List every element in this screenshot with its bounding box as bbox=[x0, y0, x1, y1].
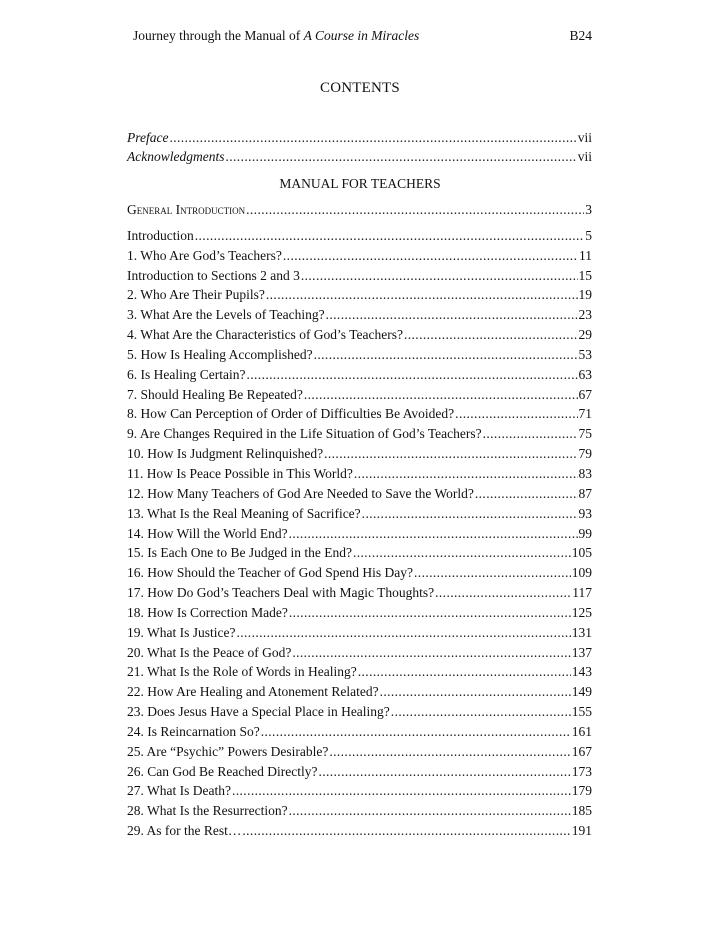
toc-entry[interactable] bbox=[127, 426, 592, 446]
toc-entry-title: 23. Does Jesus Have a Special Place in Healing? bbox=[127, 704, 390, 720]
toc-entry-title: 13. What Is the Real Meaning of Sacrifice? bbox=[127, 505, 361, 521]
toc-entry-title: 3. What Are the Levels of Teaching? bbox=[127, 307, 325, 323]
toc-entry-title: 18. How Is Correction Made? bbox=[127, 604, 288, 620]
toc-entry-page: 105 bbox=[571, 545, 592, 561]
toc-entry-title: 24. Is Reincarnation So? bbox=[127, 723, 260, 739]
dot-leader bbox=[314, 347, 578, 363]
toc-entry[interactable] bbox=[127, 625, 592, 645]
dot-leader bbox=[292, 645, 570, 661]
toc-entry[interactable] bbox=[127, 744, 592, 764]
toc-entry-page: 87 bbox=[578, 485, 592, 501]
dot-leader bbox=[380, 684, 571, 700]
dot-leader bbox=[391, 704, 571, 720]
toc-entry-page: 143 bbox=[571, 664, 592, 680]
toc-entry-page: 131 bbox=[571, 624, 592, 640]
dot-leader bbox=[225, 149, 576, 165]
dot-leader bbox=[195, 228, 585, 244]
dot-leader bbox=[329, 744, 570, 760]
dot-leader bbox=[318, 764, 570, 780]
dot-leader bbox=[289, 526, 578, 542]
toc-entry[interactable] bbox=[127, 367, 592, 387]
toc-entry-page: 109 bbox=[571, 565, 592, 581]
toc-entry-page: 117 bbox=[572, 585, 592, 601]
toc-entry-title: 17. How Do God’s Teachers Deal with Magic Thoughts? bbox=[127, 585, 435, 601]
toc-entry-title: Preface bbox=[127, 130, 169, 145]
dot-leader bbox=[304, 387, 578, 403]
toc-entry-page: 179 bbox=[571, 783, 592, 799]
dot-leader bbox=[289, 605, 571, 621]
dot-leader bbox=[353, 545, 571, 561]
dot-leader bbox=[354, 466, 578, 482]
dot-leader bbox=[289, 803, 571, 819]
toc-entry[interactable] bbox=[127, 506, 592, 526]
dot-leader bbox=[246, 202, 584, 218]
toc-entry[interactable] bbox=[127, 565, 592, 585]
toc-entry-title: 25. Are “Psychic” Powers Desirable? bbox=[127, 743, 329, 759]
toc-entry[interactable] bbox=[127, 446, 592, 466]
toc-entry-title: 20. What Is the Peace of God? bbox=[127, 644, 292, 660]
toc-entry-page: 79 bbox=[578, 446, 592, 462]
toc-entry[interactable] bbox=[127, 803, 592, 823]
dot-leader bbox=[475, 486, 578, 502]
header-title-italic: A Course in Miracles bbox=[303, 28, 420, 43]
section-heading: MANUAL FOR TEACHERS bbox=[279, 176, 441, 191]
toc-entry-acknowledgments[interactable] bbox=[127, 149, 592, 168]
toc-entry[interactable] bbox=[127, 704, 592, 724]
toc-entry[interactable] bbox=[127, 823, 592, 843]
toc-entry-title: Acknowledgments bbox=[127, 149, 225, 164]
toc-entry[interactable] bbox=[127, 268, 592, 288]
toc-entry[interactable] bbox=[127, 664, 592, 684]
dot-leader bbox=[455, 406, 577, 422]
toc-entry[interactable] bbox=[127, 605, 592, 625]
toc-entry-title: 5. How Is Healing Accomplished? bbox=[127, 346, 313, 362]
dot-leader bbox=[242, 823, 570, 839]
toc-entry-page: vii bbox=[577, 130, 592, 145]
dot-leader bbox=[324, 446, 577, 462]
toc-entry[interactable] bbox=[127, 347, 592, 367]
toc-entry[interactable] bbox=[127, 585, 592, 605]
toc-entry[interactable] bbox=[127, 684, 592, 704]
toc-entry-title: 21. What Is the Role of Words in Healing? bbox=[127, 664, 357, 680]
toc-entry[interactable] bbox=[127, 645, 592, 665]
header-book-title bbox=[133, 28, 419, 44]
toc-entry-page: 53 bbox=[578, 346, 592, 362]
toc-entry-title: 29. As for the Rest… bbox=[127, 823, 242, 839]
toc-entry-page: 167 bbox=[571, 743, 592, 759]
toc-entry-title: 10. How Is Judgment Relinquished? bbox=[127, 446, 324, 462]
toc-entry-page: 155 bbox=[571, 704, 592, 720]
toc-entry-title: 19. What Is Justice? bbox=[127, 624, 236, 640]
dot-leader bbox=[362, 506, 578, 522]
toc-entry-page: 125 bbox=[571, 604, 592, 620]
toc-entry-page: 71 bbox=[578, 406, 592, 422]
toc-entry[interactable] bbox=[127, 545, 592, 565]
toc-entry[interactable] bbox=[127, 202, 592, 222]
toc-entry-title: 6. Is Healing Certain? bbox=[127, 366, 246, 382]
dot-leader bbox=[232, 783, 571, 799]
toc-entry-page: 19 bbox=[578, 287, 592, 303]
toc-entry-title: 1. Who Are God’s Teachers? bbox=[127, 247, 282, 263]
toc-entry[interactable] bbox=[127, 406, 592, 426]
toc-entry[interactable] bbox=[127, 486, 592, 506]
toc-entry[interactable] bbox=[127, 307, 592, 327]
dot-leader bbox=[301, 268, 578, 284]
toc-entry-page: 137 bbox=[571, 644, 592, 660]
toc-entry[interactable] bbox=[127, 287, 592, 307]
running-header bbox=[133, 28, 592, 46]
dot-leader bbox=[266, 287, 578, 303]
toc-entry-title: 27. What Is Death? bbox=[127, 783, 231, 799]
contents-title: CONTENTS bbox=[320, 80, 400, 96]
dot-leader bbox=[246, 367, 577, 383]
toc-entry-title: 28. What Is the Resurrection? bbox=[127, 803, 288, 819]
toc-entry-page: 161 bbox=[571, 723, 592, 739]
header-title-plain: Journey through the Manual of bbox=[133, 28, 304, 43]
toc-entry[interactable] bbox=[127, 228, 592, 248]
toc-entry-title: 2. Who Are Their Pupils? bbox=[127, 287, 265, 303]
toc-entry-title: 14. How Will the World End? bbox=[127, 525, 288, 541]
toc-entry-page: 75 bbox=[578, 426, 592, 442]
toc-entry-page: 29 bbox=[578, 327, 592, 343]
toc-entry-title: General Introduction bbox=[127, 202, 246, 217]
toc-entry-preface[interactable] bbox=[127, 130, 592, 149]
toc-entry-title: 4. What Are the Characteristics of God’s Teachers? bbox=[127, 327, 403, 343]
toc-entry-page: 15 bbox=[578, 267, 592, 283]
toc-entry-page: 173 bbox=[571, 763, 592, 779]
toc-entry[interactable] bbox=[127, 764, 592, 784]
toc-entry[interactable] bbox=[127, 466, 592, 486]
toc-entry-page: 185 bbox=[571, 803, 592, 819]
dot-leader bbox=[483, 426, 578, 442]
toc-entry-title: Introduction to Sections 2 and 3 bbox=[127, 267, 300, 283]
toc-entry-title: Introduction bbox=[127, 227, 194, 243]
toc-entry-title: 9. Are Changes Required in the Life Situation of God’s Teachers? bbox=[127, 426, 482, 442]
toc-entry-page: 99 bbox=[578, 525, 592, 541]
toc-entry[interactable] bbox=[127, 526, 592, 546]
dot-leader bbox=[358, 664, 571, 680]
dot-leader bbox=[404, 327, 578, 343]
dot-leader bbox=[261, 724, 571, 740]
toc-entry-title: 11. How Is Peace Possible in This World? bbox=[127, 465, 353, 481]
contents-list bbox=[127, 202, 592, 843]
toc-entry-page: 3 bbox=[585, 202, 592, 217]
toc-entry-page: 191 bbox=[571, 823, 592, 839]
toc-entry[interactable] bbox=[127, 387, 592, 407]
toc-entry-title: 22. How Are Healing and Atonement Related? bbox=[127, 684, 379, 700]
toc-entry-page: 5 bbox=[585, 227, 592, 243]
dot-leader bbox=[236, 625, 570, 641]
toc-entry-page: 149 bbox=[571, 684, 592, 700]
toc-entry-page: 93 bbox=[578, 505, 592, 521]
dot-leader bbox=[283, 248, 578, 264]
toc-entry-page: 23 bbox=[578, 307, 592, 323]
toc-entry-page: vii bbox=[577, 149, 592, 164]
toc-entry-title: 15. Is Each One to Be Judged in the End? bbox=[127, 545, 352, 561]
toc-entry-title: 16. How Should the Teacher of God Spend His Day? bbox=[127, 565, 414, 581]
header-page-number: B24 bbox=[569, 28, 592, 43]
dot-leader bbox=[414, 565, 571, 581]
toc-entry-page: 11 bbox=[579, 247, 592, 263]
front-matter-list bbox=[127, 130, 592, 168]
toc-entry[interactable] bbox=[127, 327, 592, 347]
toc-entry-title: 12. How Many Teachers of God Are Needed to Save the World? bbox=[127, 485, 474, 501]
toc-entry-page: 67 bbox=[578, 386, 592, 402]
toc-entry-title: 26. Can God Be Reached Directly? bbox=[127, 763, 318, 779]
toc-entry-title: 8. How Can Perception of Order of Difficulties Be Avoided? bbox=[127, 406, 455, 422]
toc-entry[interactable] bbox=[127, 783, 592, 803]
toc-entry-page: 83 bbox=[578, 465, 592, 481]
toc-entry-title: 7. Should Healing Be Repeated? bbox=[127, 386, 303, 402]
dot-leader bbox=[169, 130, 576, 146]
dot-leader bbox=[435, 585, 571, 601]
dot-leader bbox=[326, 307, 578, 323]
toc-entry-page: 63 bbox=[578, 366, 592, 382]
toc-entry[interactable] bbox=[127, 248, 592, 268]
toc-entry[interactable] bbox=[127, 724, 592, 744]
